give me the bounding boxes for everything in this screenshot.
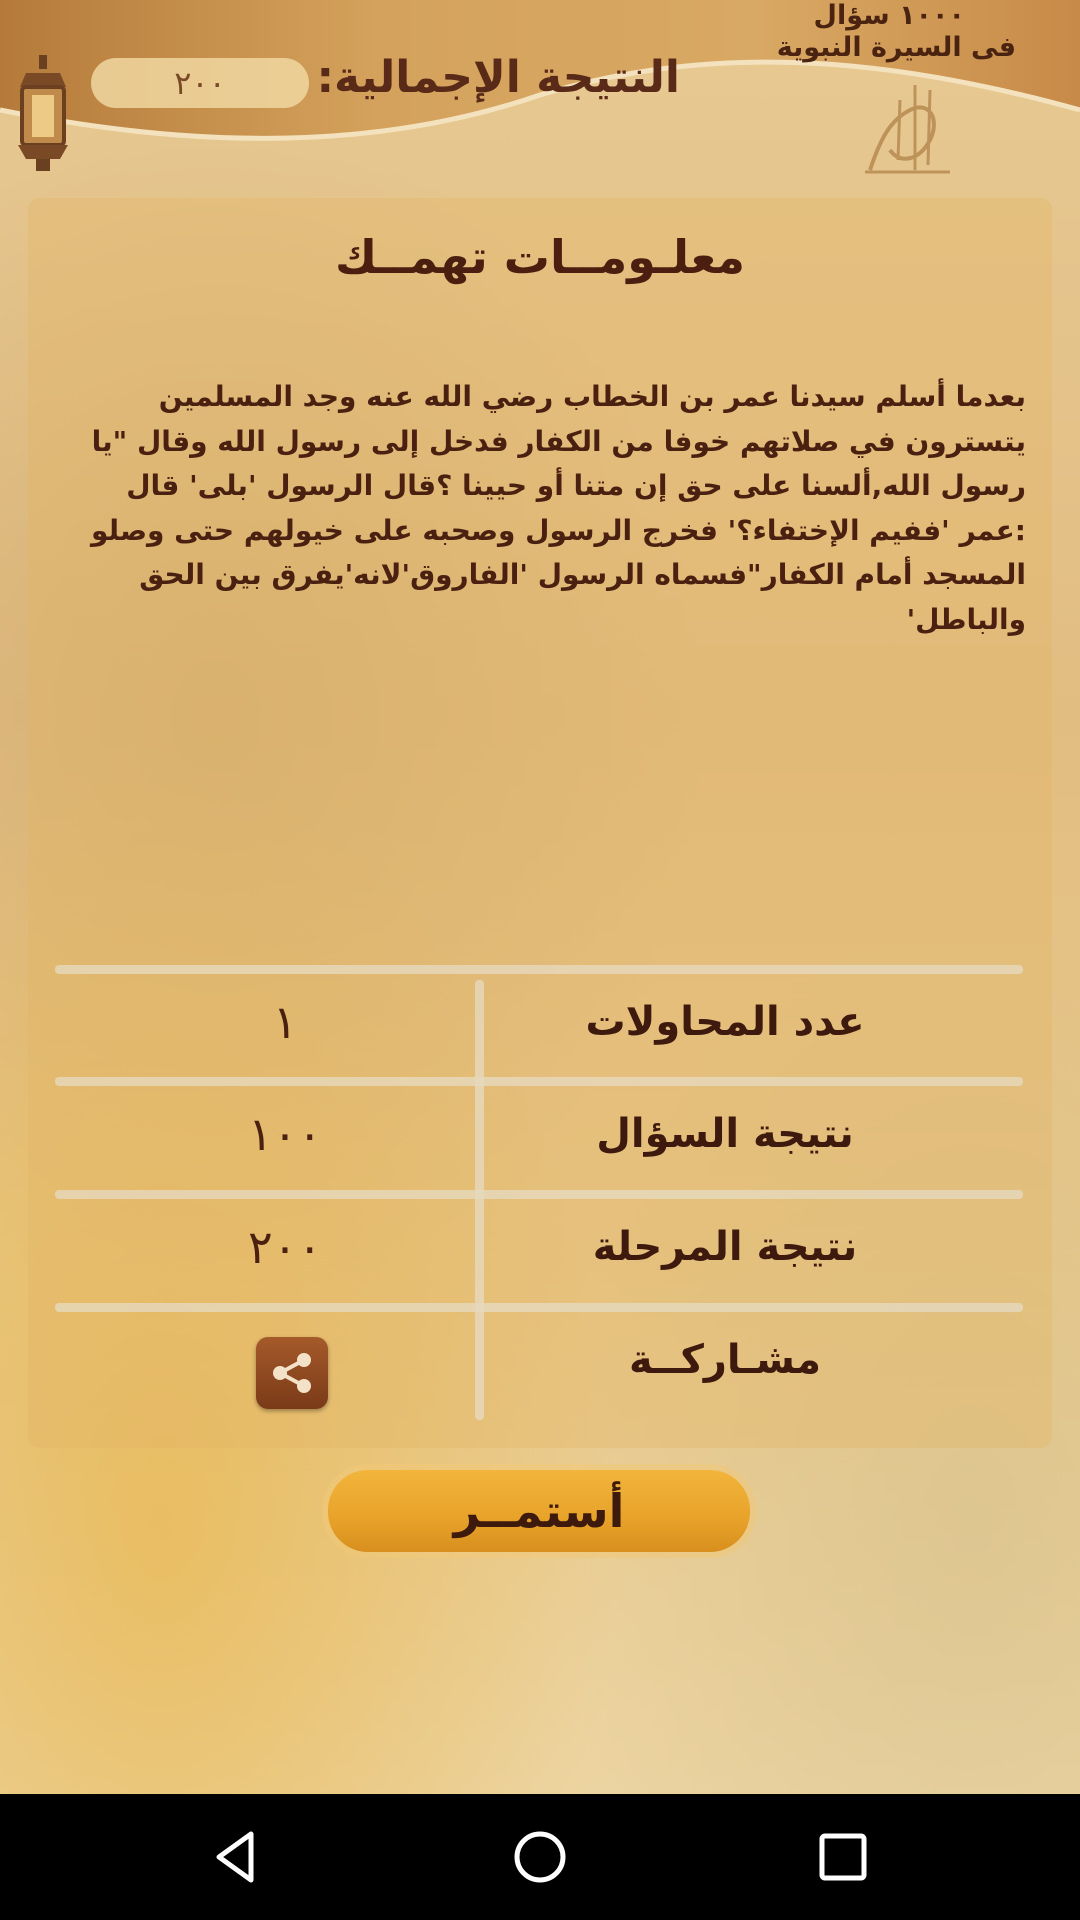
back-icon xyxy=(203,1824,269,1890)
share-icon xyxy=(270,1351,314,1395)
recents-button[interactable] xyxy=(810,1824,876,1890)
home-icon xyxy=(507,1824,573,1890)
navigation-bar xyxy=(0,1794,1080,1920)
calligraphy-emblem xyxy=(860,80,955,175)
home-button[interactable] xyxy=(507,1824,573,1890)
info-card-body: بعدما أسلم سيدنا عمر بن الخطاب رضي الله عنه وجد المسلمين يتسترون في صلاتهم خوفا من الكفار فدخل إلى رسول الله وقال "يا رسول الله,ألسنا على حق إن متنا أو حيينا ؟قال الرسول 'بلى' قال :عمر 'ففيم الإختفاء؟' فخرج الرسول وصحبه على خيولهم حتى وصلو المسجد أمام الكفار"فسماه الرسول 'الفاروق'لانه'يفرق بين الحق والباطل' xyxy=(90,380,1026,636)
share-button[interactable] xyxy=(256,1337,328,1409)
total-score-label: النتيجة الإجمالية: xyxy=(316,52,680,103)
stage-score-label: نتيجة المرحلة xyxy=(592,1224,858,1270)
question-score-value: ١٠٠ xyxy=(247,1107,323,1161)
stats-table xyxy=(55,965,1023,1420)
attempts-value: ١ xyxy=(272,995,298,1049)
question-score-label: نتيجة السؤال xyxy=(596,1111,854,1157)
app-title-line2: فى السيرة النبوية xyxy=(776,32,1016,63)
recents-icon xyxy=(810,1824,876,1890)
total-score-value: ٢٠٠ xyxy=(91,58,309,108)
stage-score-value: ٢٠٠ xyxy=(247,1220,323,1274)
attempts-label: عدد المحاولات xyxy=(585,999,865,1045)
share-label: مشـاركــة xyxy=(628,1337,822,1383)
lantern-icon xyxy=(6,55,82,175)
info-card-title: معلـومــات تهمــك xyxy=(335,230,745,284)
header xyxy=(0,0,1080,175)
back-button[interactable] xyxy=(203,1824,269,1890)
app-title-line1: ١٠٠٠ سؤال xyxy=(813,0,965,31)
table-column-divider xyxy=(475,980,484,1420)
continue-button[interactable]: أستمــر xyxy=(328,1470,750,1552)
